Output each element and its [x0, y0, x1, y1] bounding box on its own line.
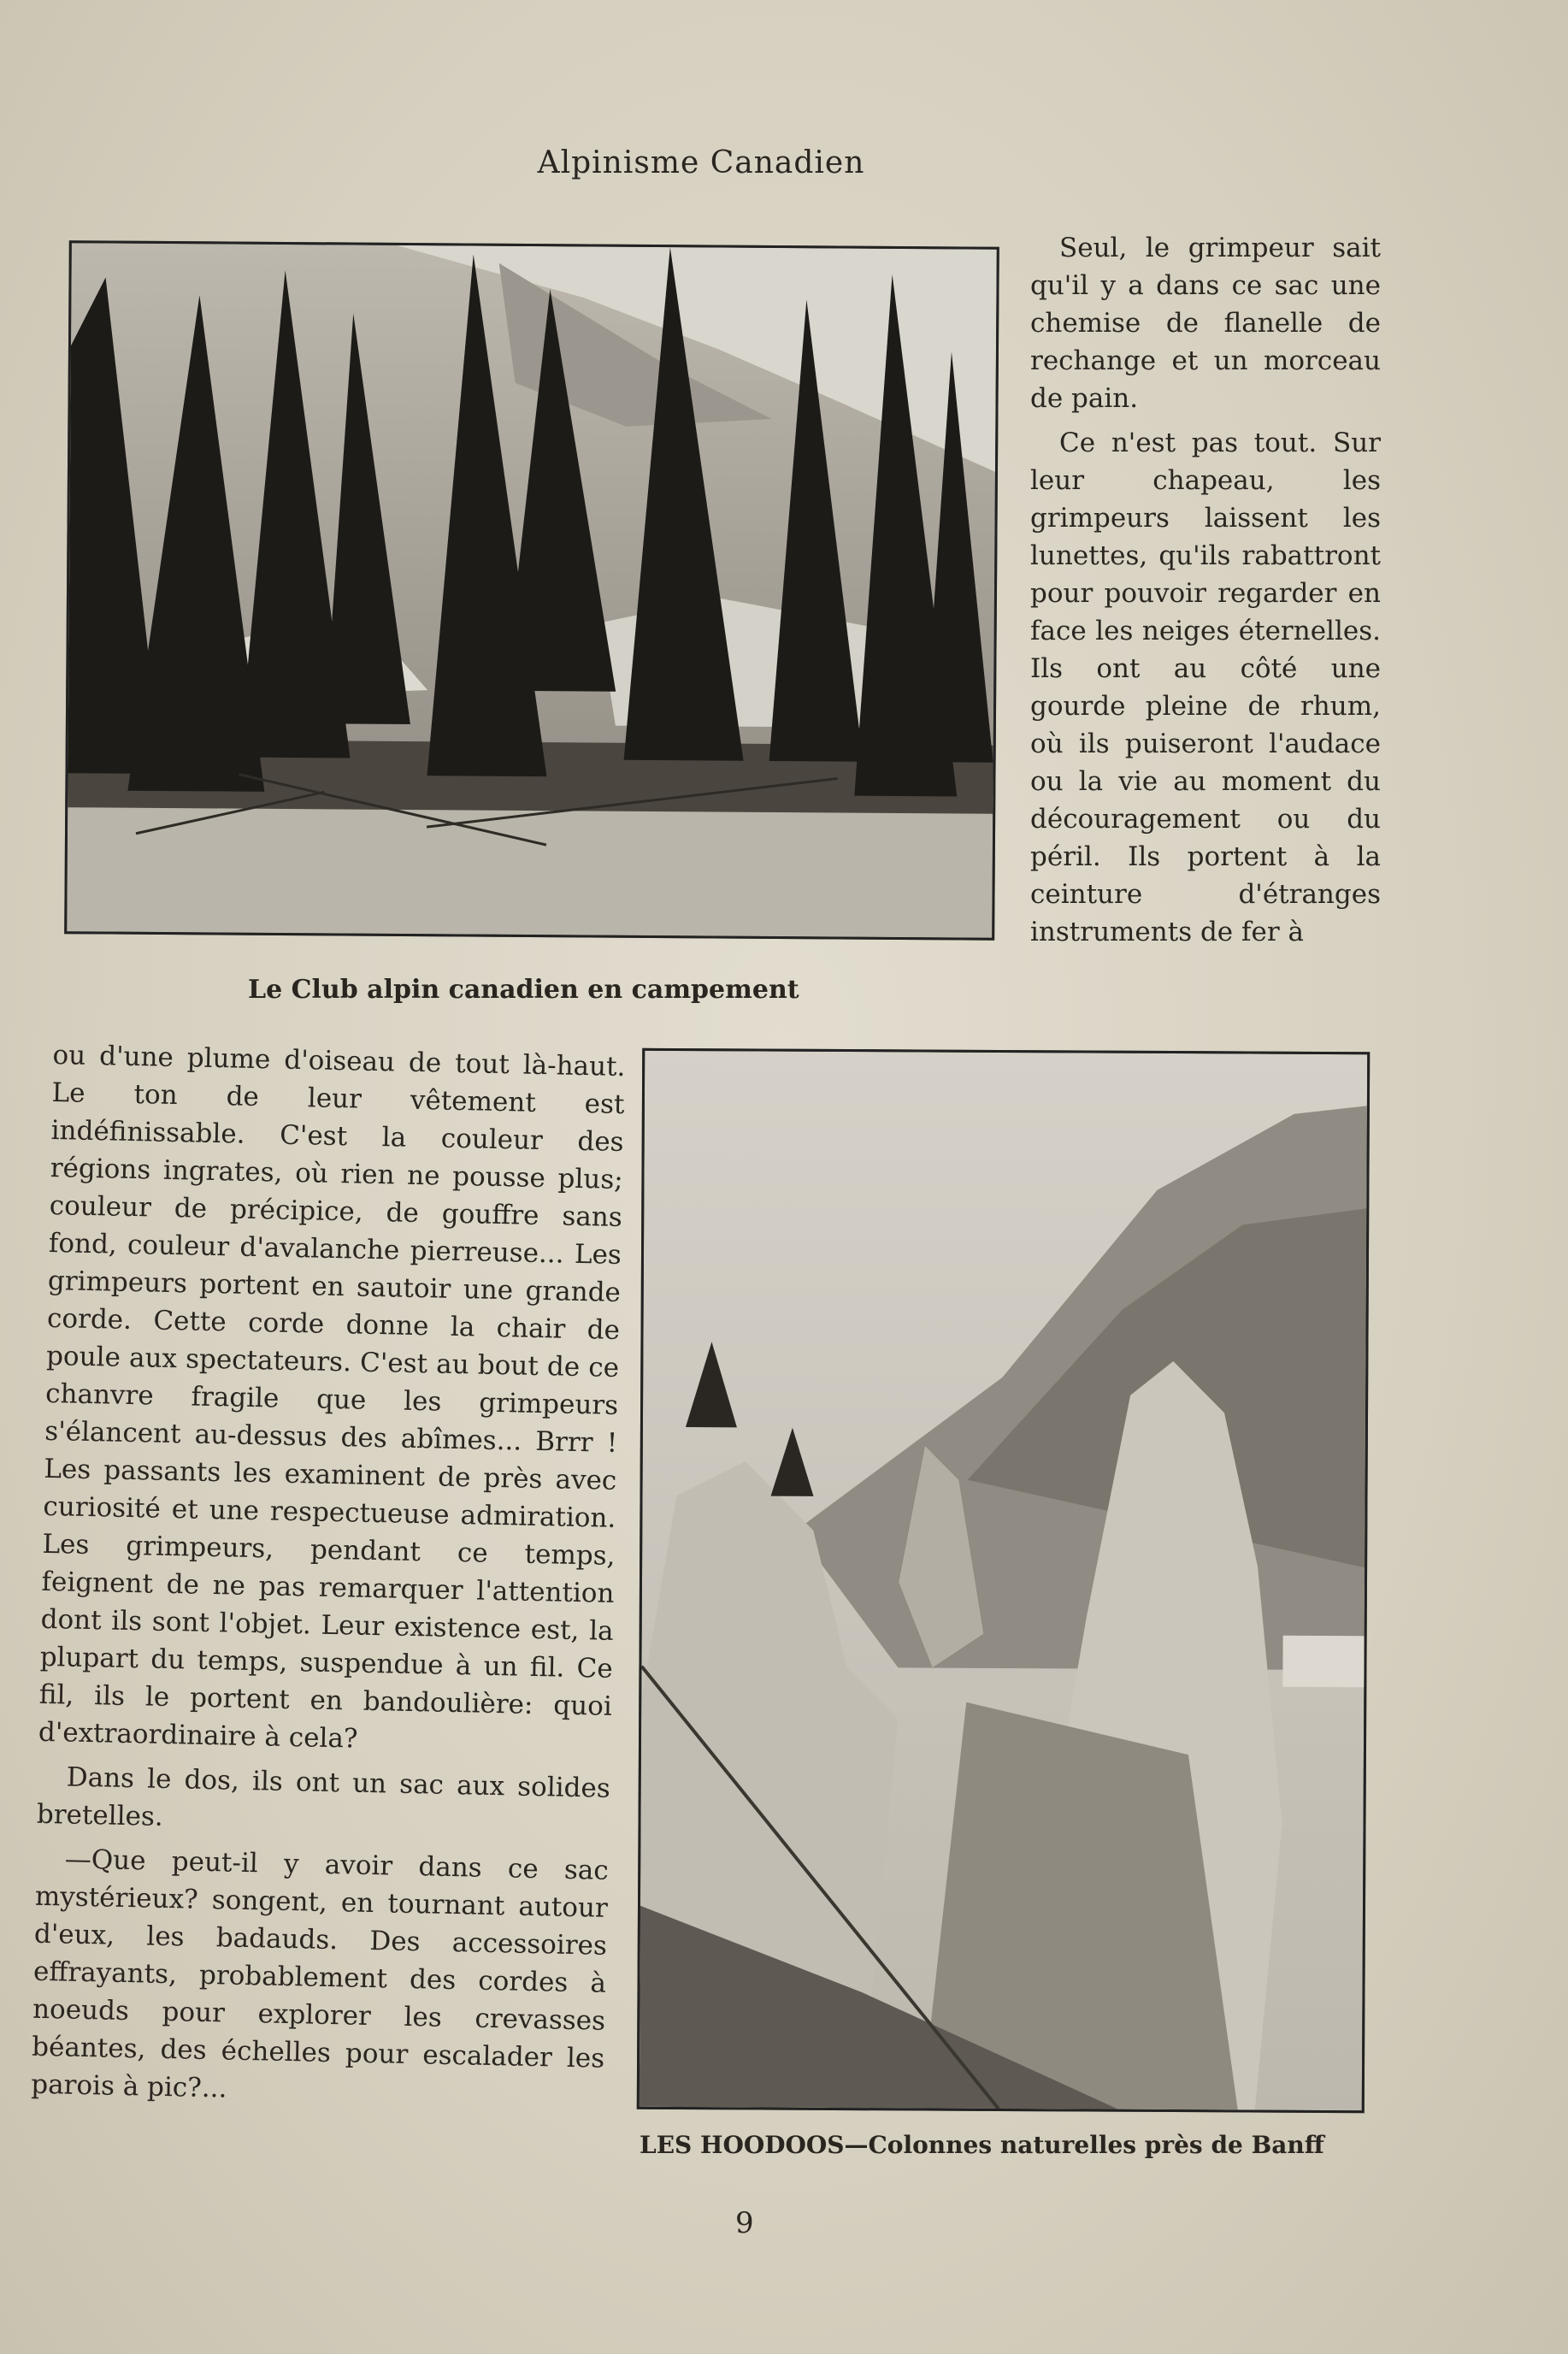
bottom-left-text-column — [31, 1036, 626, 2122]
page-number: 9 — [735, 2206, 754, 2240]
top-right-text-column — [1030, 229, 1381, 958]
paragraph: Dans le dos, ils ont un sac aux solides bretelles. — [36, 1761, 611, 1832]
camp-photo — [64, 240, 999, 941]
hoodoos-photo — [637, 1048, 1370, 2113]
hoodoos-photo-caption: LES HOODOOS—Colonnes naturelles près de Banff — [640, 2131, 1324, 2159]
paragraph: Seul, le grimpeur sait qu'il y a dans ce sac une chemise de flanelle de rechange et un morceau de pain. — [1030, 233, 1381, 414]
page-header: Alpinisme Canadien — [537, 145, 865, 180]
paragraph: ou d'une plume d'oiseau de tout là-haut. Le ton de leur vêtement est indéfinissable. C'est la couleur des régions ingrates, où rien ne pousse plus; couleur de précipice, de gouffre sans fond, couleur d'avalanche pierreuse... Les grimpeurs portent en sautoir une grande corde. Cette corde donne la chair de poule aux spectateurs. C'est au bout de ce chanvre fragile que les grimpeurs s'élancent au-dessus des abîmes... Brrr ! Les passants les examinent de près avec curiosité et une respectueuse admiration. Les grimpeurs, pendant ce temps, feignent de ne pas remarquer l'attention dont ils sont l'objet. Leur existence est, la plupart du temps, suspendue à un fil. Ce fil, ils le portent en bandoulière: quoi d'extraordinaire à cela? — [38, 1039, 626, 1755]
paragraph: —Que peut-il y avoir dans ce sac mystérieux? songent, en tournant autour d'eux, les badauds. Des accessoires effrayants, probablement des cordes à noeuds pour explorer les crevasses béantes, des échelles pour escalader les parois à pic?... — [30, 1844, 610, 2104]
camp-photo-caption: Le Club alpin canadien en campement — [248, 975, 799, 1005]
paragraph: Ce n'est pas tout. Sur leur chapeau, les grimpeurs laissent les lunettes, qu'ils rabattront pour pouvoir regarder en face les neiges éternelles. Ils ont au côté une gourde pleine de rhum, où ils puiseront l'audace ou la vie au moment du découragement ou du péril. Ils portent à la ceinture d'étranges instruments de fer à — [1030, 428, 1381, 947]
